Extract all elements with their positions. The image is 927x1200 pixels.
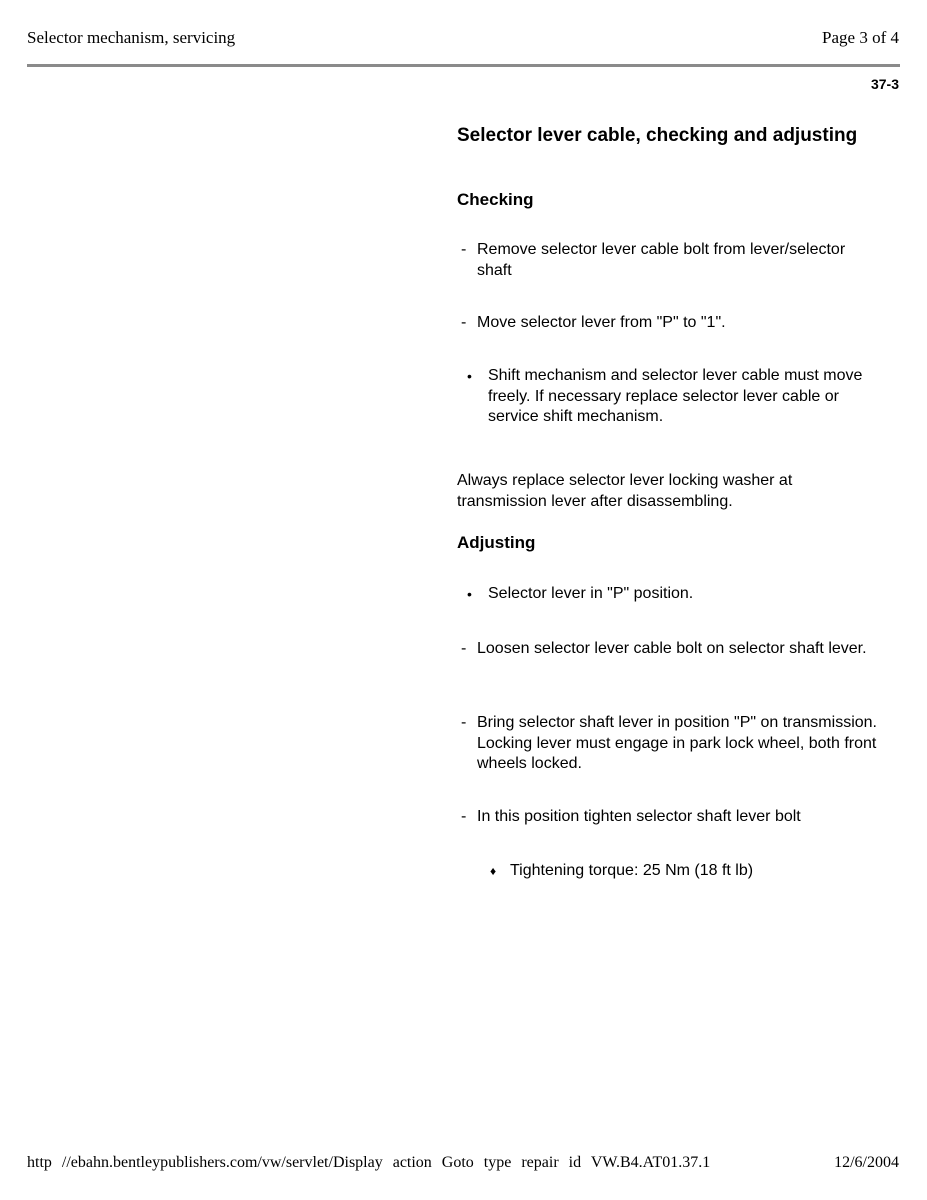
step-text: In this position tighten selector shaft lever bolt [477, 808, 801, 825]
step-text: Remove selector lever cable bolt from lever/selector shaft [477, 241, 846, 279]
dash-marker: - [461, 714, 467, 731]
checking-heading: Checking [457, 190, 534, 209]
diamond-icon: ♦ [490, 864, 497, 878]
torque-spec [457, 861, 882, 882]
adjusting-step-4 [457, 807, 882, 828]
adjusting-step-1 [457, 584, 882, 605]
bullet-icon: • [467, 368, 472, 384]
step-text: Shift mechanism and selector lever cable must move freely. If necessary replace selector lever cable or service shift mechanism. [488, 367, 863, 425]
dash-marker: - [461, 241, 467, 258]
dash-marker: - [461, 640, 467, 657]
step-text: Move selector lever from "P" to "1". [477, 314, 726, 331]
print-date: 12/6/2004 [834, 1154, 899, 1171]
checking-note: Always replace selector lever locking washer at transmission lever after disassembling. [457, 472, 793, 510]
document-title: Selector mechanism, servicing [27, 28, 236, 47]
bullet-icon: • [467, 586, 472, 602]
adjusting-step-2 [457, 639, 882, 660]
step-text: Loosen selector lever cable bolt on selector shaft lever. [477, 640, 867, 657]
procedure-title: Selector lever cable, checking and adjusting [457, 125, 858, 146]
adjusting-step-3 [457, 713, 882, 775]
adjusting-heading: Adjusting [457, 533, 536, 552]
step-text: Selector lever in "P" position. [488, 585, 694, 602]
checking-step-1 [457, 240, 882, 281]
page-indicator: Page 3 of 4 [822, 28, 899, 47]
dash-marker: - [461, 314, 467, 331]
torque-text: Tightening torque: 25 Nm (18 ft lb) [510, 862, 754, 879]
dash-marker: - [461, 808, 467, 825]
source-url: http //ebahn.bentleypublishers.com/vw/servlet/Display action Goto type repair id VW.B4.AT01.37.1 [27, 1154, 711, 1171]
checking-step-3 [457, 366, 882, 428]
step-text: Bring selector shaft lever in position "P" on transmission. Locking lever must engage in park lock wheel, both front wheels locked. [477, 714, 877, 772]
section-number: 37-3 [870, 76, 899, 92]
header-divider [27, 64, 900, 67]
checking-step-2 [457, 313, 882, 334]
